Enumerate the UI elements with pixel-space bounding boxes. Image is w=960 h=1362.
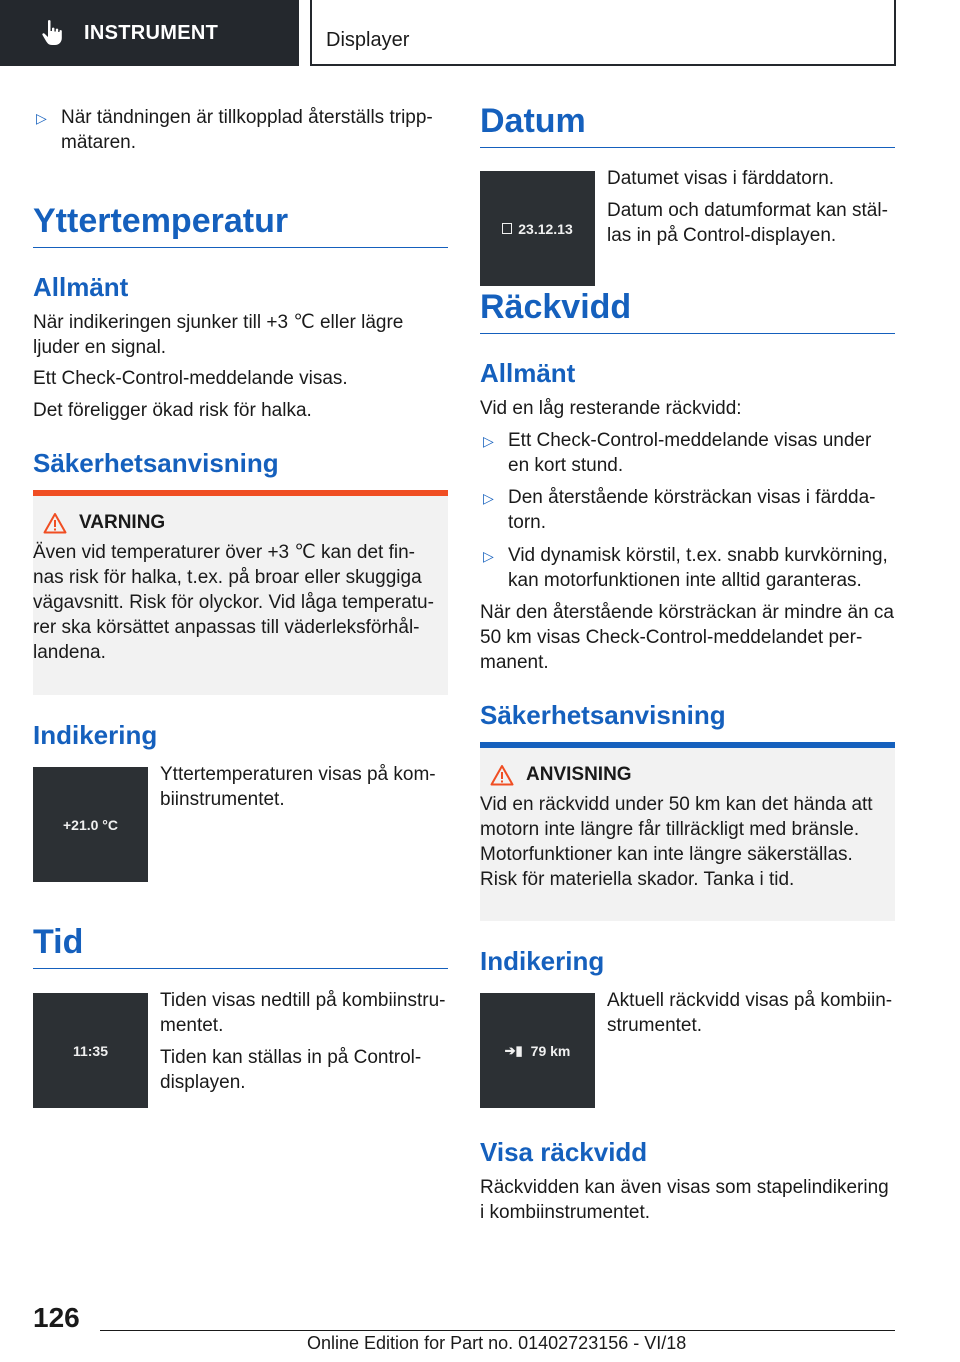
chapter-label: Displayer bbox=[326, 29, 410, 51]
section-title-date: Datum bbox=[480, 102, 895, 148]
section-label: INSTRUMENT bbox=[84, 21, 219, 44]
subsection-title-general: Allmänt bbox=[480, 358, 576, 388]
list-item-text: Vid dynamisk körstil, t.ex. snabb kurvkörning, kan motorfunktionen inte alltid garanteras. bbox=[508, 545, 888, 591]
warning-label: VARNING bbox=[79, 512, 166, 533]
footer-divider bbox=[100, 1330, 895, 1331]
paragraph: När indikeringen sjunker till +3 ℃ eller lägre ljuder en signal. bbox=[33, 312, 404, 358]
display-thumbnail-time bbox=[33, 993, 148, 1108]
list-item bbox=[480, 428, 895, 478]
warning-header bbox=[33, 496, 448, 534]
notice-text: Vid en räckvidd under 50 km kan det hända att motorn inte längre får tillräckligt med bränsle. Motorfunktioner kan inte längre säkerställas. Risk för materiella skador. Tanka i tid. bbox=[480, 794, 873, 890]
list-item-text: Den återstående körsträckan visas i färdda‐torn. bbox=[508, 487, 876, 533]
warning-box bbox=[33, 490, 448, 695]
display-value: 23.12.13 bbox=[518, 220, 573, 237]
section-title-outside-temp: Yttertemperatur bbox=[33, 202, 448, 248]
paragraph: Det föreligger ökad risk för halka. bbox=[33, 400, 312, 421]
calendar-icon bbox=[502, 223, 512, 234]
display-thumbnail-date bbox=[480, 171, 595, 286]
paragraph: Tiden kan ställas in på Control-displayen. bbox=[160, 1047, 422, 1093]
list-item bbox=[480, 485, 895, 535]
paragraph: Yttertemperaturen visas på kom‐biinstrumentet. bbox=[160, 764, 436, 810]
list-item-text: När tändningen är tillkopplad återställs tripp‐mätaren. bbox=[61, 107, 433, 153]
section-title-range: Räckvidd bbox=[480, 288, 895, 334]
paragraph: Tiden visas nedtill på kombiinstru‐mentet. bbox=[160, 990, 446, 1036]
paragraph: Datumet visas i färddatorn. bbox=[607, 168, 835, 189]
display-value: +21.0 °C bbox=[62, 816, 119, 833]
hand-pointer-icon bbox=[40, 19, 66, 47]
notice-box bbox=[480, 742, 895, 921]
edition-text: Online Edition for Part no. 01402723156 - VI/18 bbox=[307, 1333, 687, 1353]
triangle-bullet-icon: ▷ bbox=[483, 490, 494, 506]
subsection-title-indication: Indikering bbox=[480, 946, 605, 976]
paragraph: Aktuell räckvidd visas på kombiin‐strumentet. bbox=[607, 990, 893, 1036]
list-item bbox=[480, 543, 895, 593]
subsection-title-indication: Indikering bbox=[33, 720, 158, 750]
display-thumbnail-temperature bbox=[33, 767, 148, 882]
list-item bbox=[33, 105, 448, 155]
notice-label: ANVISNING bbox=[526, 764, 632, 785]
triangle-bullet-icon: ▷ bbox=[36, 110, 47, 126]
display-value: 11:35 bbox=[72, 1042, 109, 1059]
warning-text: Även vid temperaturer över +3 ℃ kan det fin‐nas risk för halka, t.ex. på broar eller skuggiga vägavsnitt. Risk för olyckor. Vid låga temperatu‐rer ska körsättet anpassas till väderleksförhål‐landena. bbox=[33, 542, 434, 663]
section-title-time: Tid bbox=[33, 923, 448, 969]
paragraph: Datum och datumformat kan stäl‐las in på Control-displayen. bbox=[607, 200, 888, 246]
triangle-bullet-icon: ▷ bbox=[483, 433, 494, 449]
paragraph: Vid en låg resterande räckvidd: bbox=[480, 398, 742, 419]
paragraph: När den återstående körsträckan är mindre än ca 50 km visas Check-Control-meddelandet per‐manent. bbox=[480, 602, 894, 673]
list-item-text: Ett Check-Control-meddelande visas under en kort stund. bbox=[508, 430, 872, 476]
warning-triangle-icon bbox=[43, 512, 67, 534]
page-number: 126 bbox=[33, 1302, 80, 1333]
subsection-title-general: Allmänt bbox=[33, 272, 129, 302]
warning-triangle-icon bbox=[490, 764, 514, 786]
display-thumbnail-range bbox=[480, 993, 595, 1108]
display-value: 79 km bbox=[530, 1042, 571, 1059]
paragraph: Ett Check-Control-meddelande visas. bbox=[33, 368, 348, 389]
subsection-title-safety: Säkerhetsanvisning bbox=[480, 700, 726, 730]
notice-header bbox=[480, 748, 895, 786]
subsection-title-show-range: Visa räckvidd bbox=[480, 1137, 648, 1167]
paragraph: Räckvidden kan även visas som stapelindikering i kombiinstrumentet. bbox=[480, 1177, 889, 1223]
chapter-box bbox=[310, 0, 896, 66]
page-header bbox=[0, 0, 960, 66]
subsection-title-safety: Säkerhetsanvisning bbox=[33, 448, 279, 478]
fuel-pump-icon: ➔▮ bbox=[504, 1042, 523, 1058]
section-tab bbox=[0, 0, 299, 66]
triangle-bullet-icon: ▷ bbox=[483, 548, 494, 564]
